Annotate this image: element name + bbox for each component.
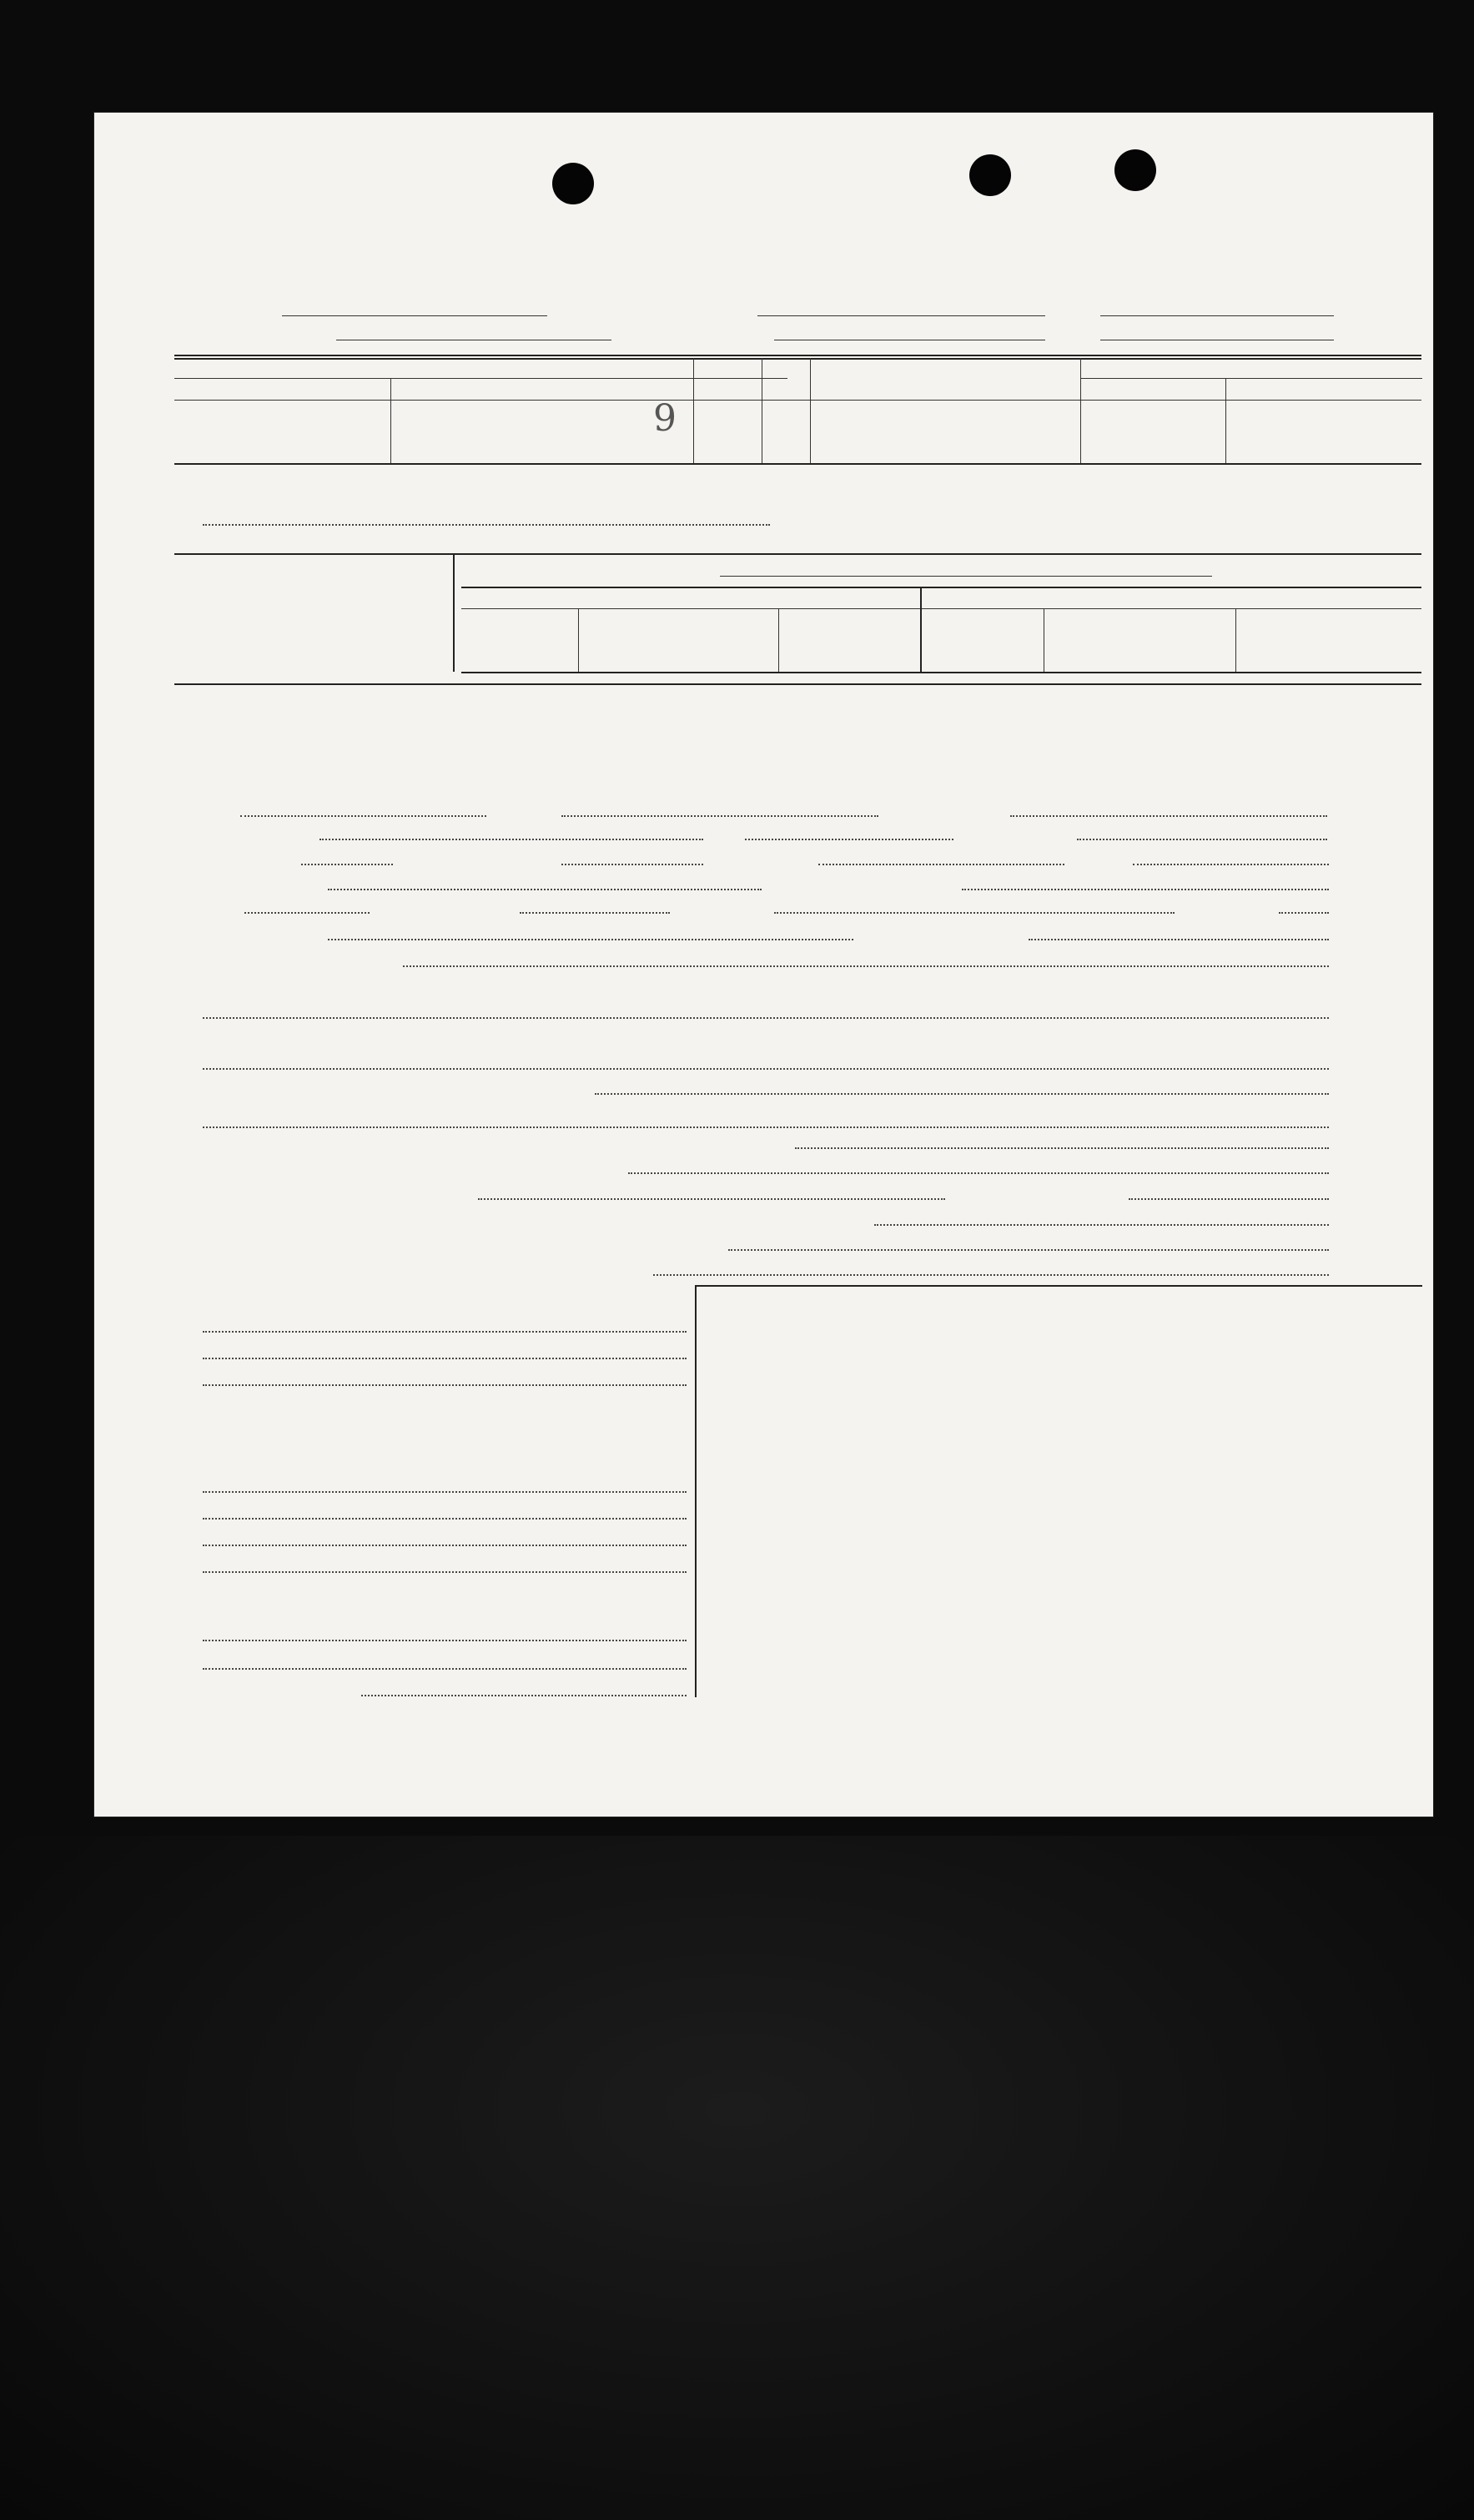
- handwritten-mark: 9: [653, 397, 677, 440]
- punch-hole: [552, 163, 594, 204]
- punch-hole: [969, 154, 1011, 196]
- officer-section: [695, 1285, 1422, 1697]
- scanner-background: [0, 1836, 1474, 2520]
- punch-hole: [1114, 149, 1156, 191]
- information-sheet: [94, 113, 1433, 1817]
